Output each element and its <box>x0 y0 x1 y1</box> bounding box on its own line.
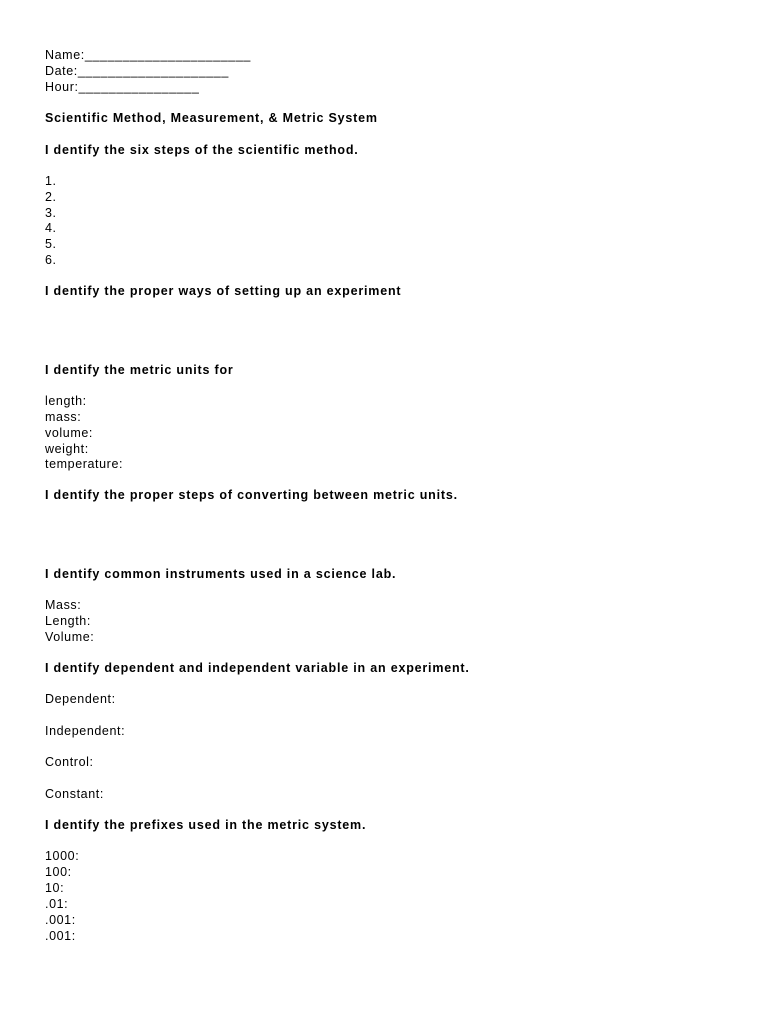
prefix-item: 100: <box>45 865 72 879</box>
converting-heading: I dentify the proper steps of converting between metric units. <box>45 488 458 502</box>
experiment-heading: I dentify the proper ways of setting up an experiment <box>45 284 402 298</box>
units-heading: I dentify the metric units for <box>45 363 234 377</box>
variable-item: Constant: <box>45 787 104 801</box>
variable-item: Independent: <box>45 724 126 738</box>
instruments-heading: I dentify common instruments used in a science lab. <box>45 567 397 581</box>
unit-item: volume: <box>45 426 93 440</box>
prefixes-heading: I dentify the prefixes used in the metric system. <box>45 818 367 832</box>
unit-item: length: <box>45 394 87 408</box>
step-item: 6. <box>45 253 57 267</box>
step-item: 4. <box>45 221 57 235</box>
prefix-item: .01: <box>45 897 69 911</box>
step-item: 3. <box>45 206 57 220</box>
instrument-item: Volume: <box>45 630 95 644</box>
prefix-item: 10: <box>45 881 65 895</box>
instrument-item: Length: <box>45 614 91 628</box>
step-item: 2. <box>45 190 57 204</box>
variable-item: Control: <box>45 755 94 769</box>
prefix-item: .001: <box>45 913 76 927</box>
unit-item: temperature: <box>45 457 124 471</box>
prefix-item: .001: <box>45 929 76 943</box>
worksheet-title: Scientific Method, Measurement, & Metric System <box>45 111 378 125</box>
hour-line: Hour:________________ <box>45 80 200 94</box>
instrument-item: Mass: <box>45 598 82 612</box>
variables-heading: I dentify dependent and independent variable in an experiment. <box>45 661 470 675</box>
unit-item: mass: <box>45 410 82 424</box>
step-item: 1. <box>45 174 57 188</box>
name-line: Name:______________________ <box>45 48 251 62</box>
prefix-item: 1000: <box>45 849 80 863</box>
unit-item: weight: <box>45 442 89 456</box>
variable-item: Dependent: <box>45 692 116 706</box>
step-item: 5. <box>45 237 57 251</box>
steps-heading: I dentify the six steps of the scientific method. <box>45 143 359 157</box>
date-line: Date:____________________ <box>45 64 229 78</box>
